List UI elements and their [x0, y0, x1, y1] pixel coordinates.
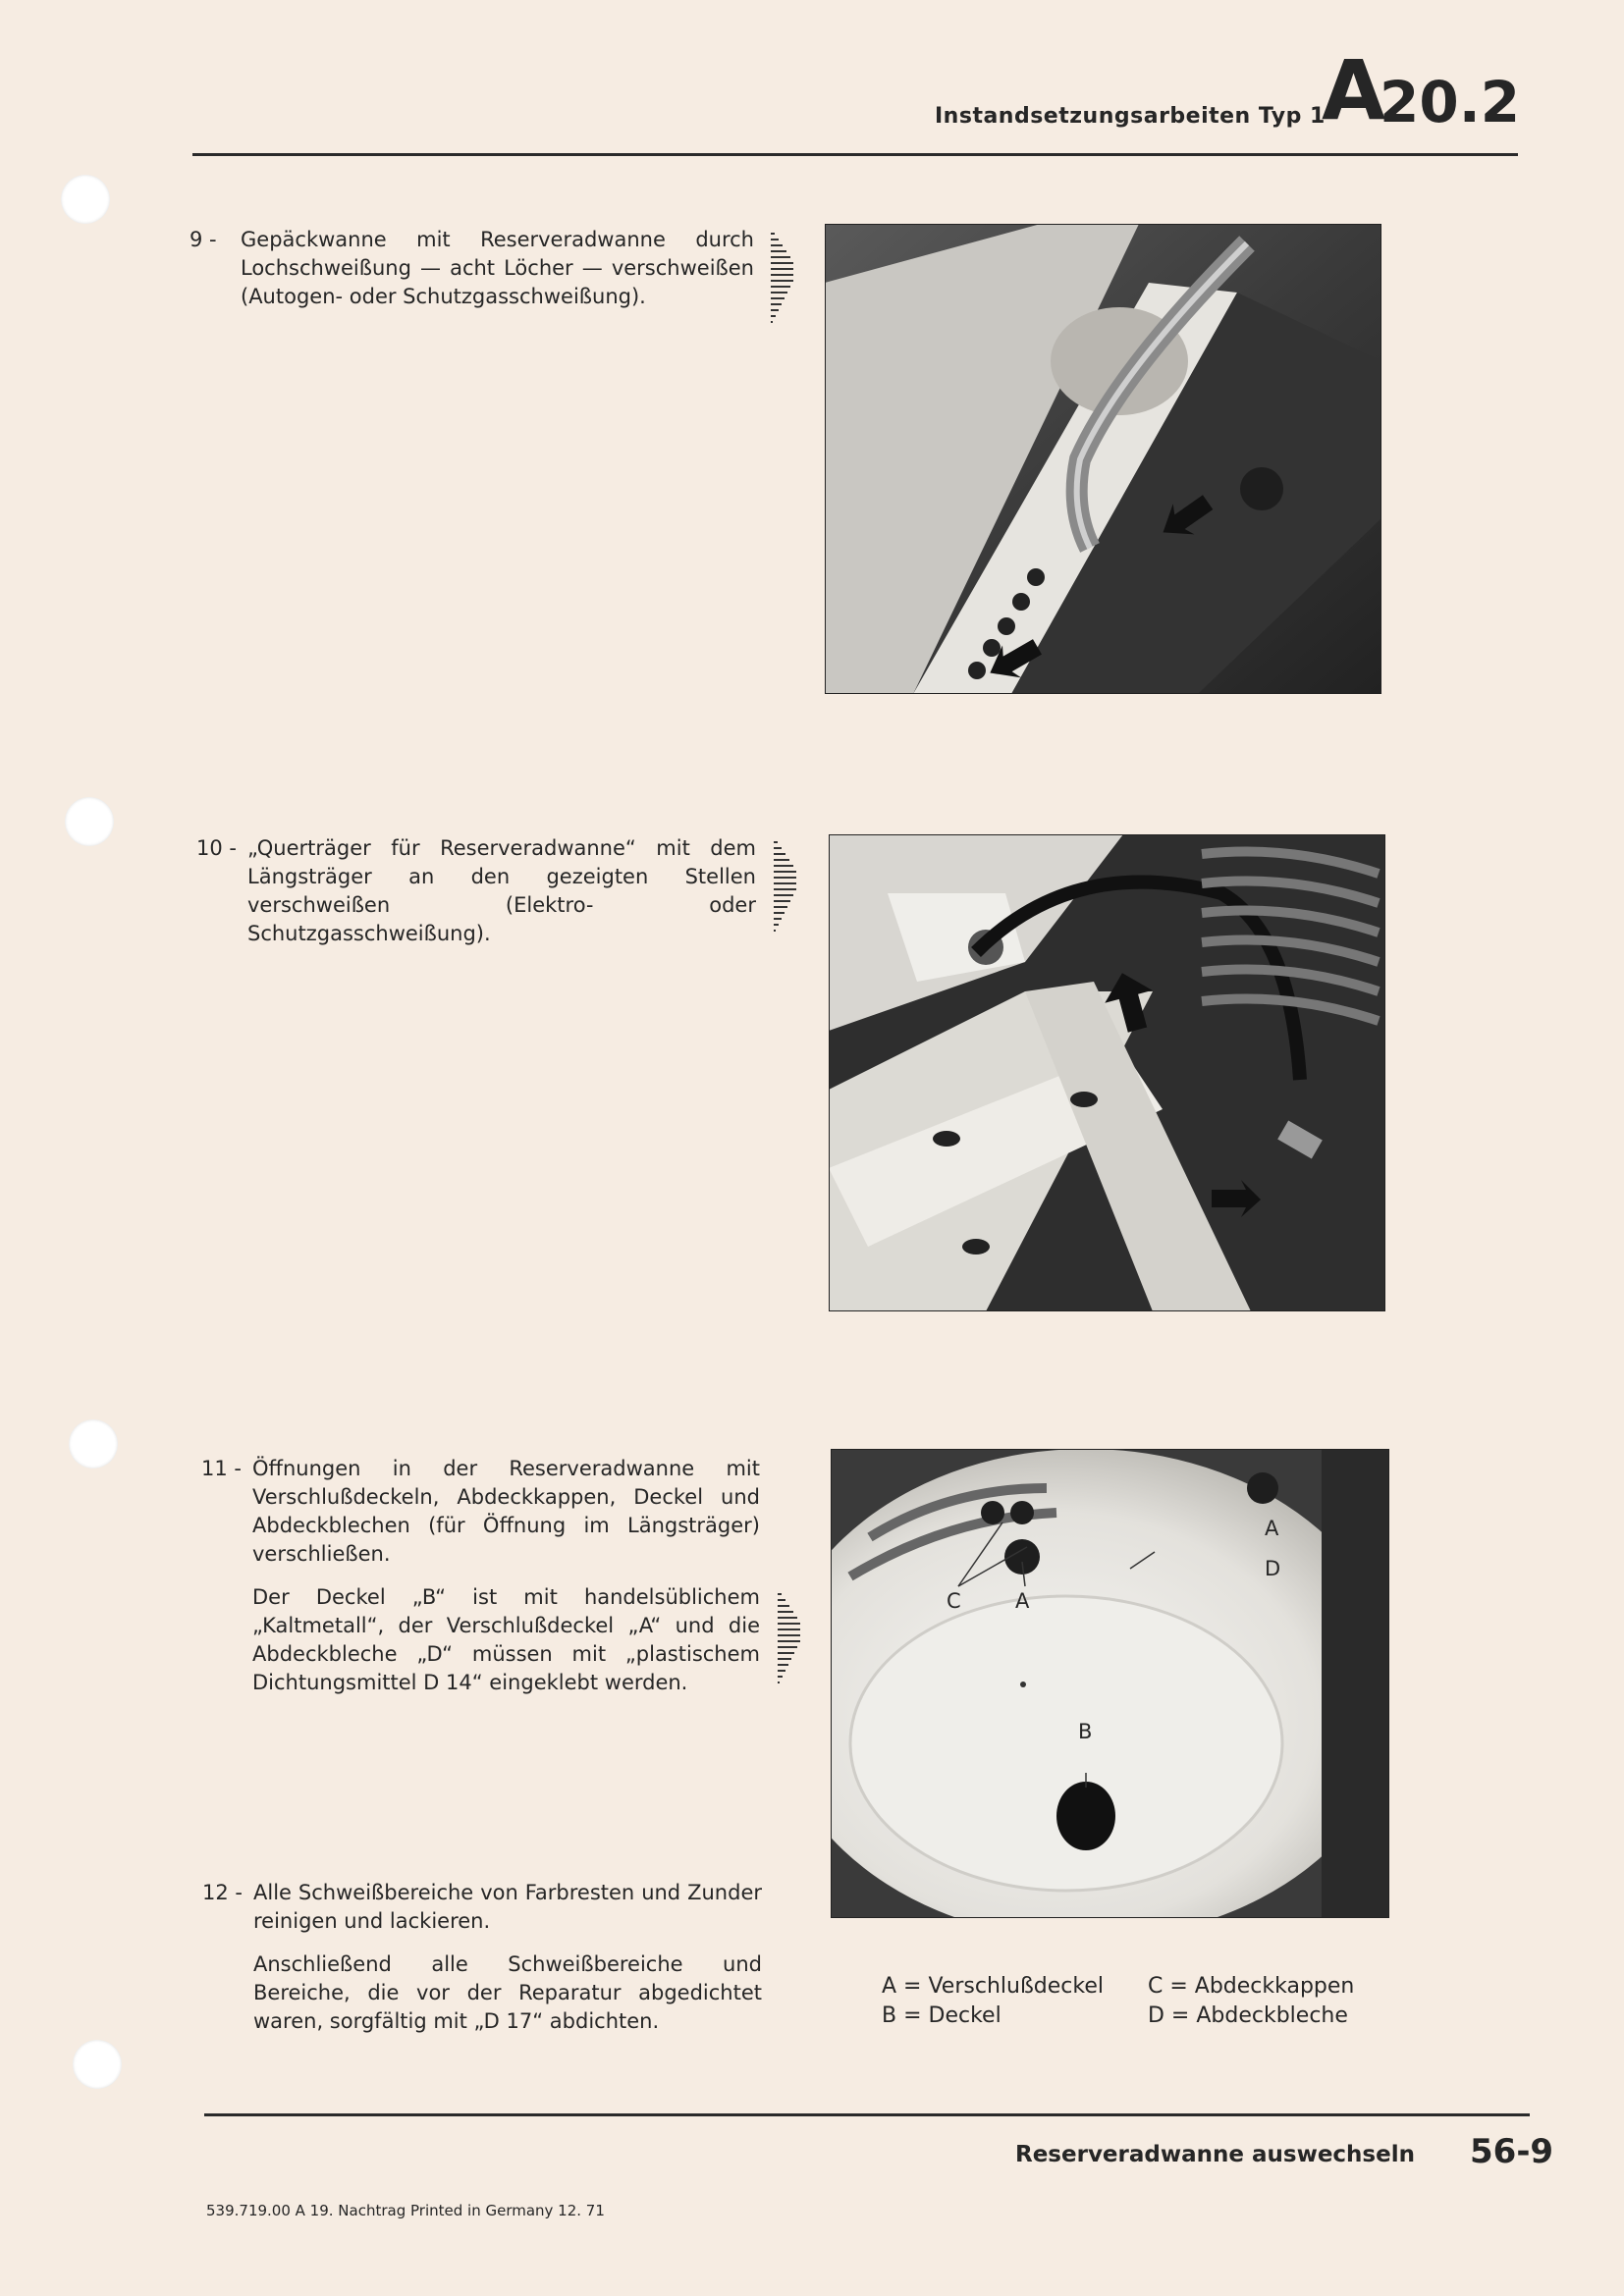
legend-b: B = Deckel — [882, 2003, 1001, 2028]
step-text: Öffnungen in der Reserveradwanne mit Verschlußdeckeln, Abdeckkappen, Deckel und Abdeckblechen (für Öffnung im Längsträger) verschließen. — [252, 1457, 760, 1566]
photo-welding-holes — [825, 224, 1381, 694]
step-number: 12 - — [202, 1881, 243, 1904]
pointer-arrow-icon — [774, 840, 797, 934]
imprint-text: 539.719.00 A 19. Nachtrag Printed in Germany 12. 71 — [206, 2202, 605, 2219]
pointer-arrow-icon — [778, 1592, 801, 1686]
pointer-arrow-icon — [771, 232, 794, 326]
legend-a: A = Verschlußdeckel — [882, 1974, 1105, 1999]
step-number: 10 - — [196, 836, 237, 860]
punch-hole — [73, 2040, 122, 2089]
step-12 — [202, 1879, 762, 2036]
step-text: „Querträger für Reserveradwanne“ mit dem Längsträger an den gezeigten Stellen verschweißen (Elektro- oder Schutzgasschweißung). — [247, 836, 756, 945]
step-text: Anschließend alle Schweißbereiche und Bereiche, die vor der Reparatur abgedichtet waren, sorgfältig mit „D 17“ abdichten. — [253, 1952, 762, 2033]
page-number: 56-9 — [1470, 2132, 1554, 2171]
footer-title: Reserveradwanne auswechseln — [1015, 2142, 1415, 2167]
step-number: 11 - — [201, 1457, 242, 1480]
section-number: 20.2 — [1380, 69, 1521, 135]
step-11 — [201, 1455, 760, 1697]
photo-label-a: A — [1015, 1589, 1030, 1613]
legend-c: C = Abdeckkappen — [1148, 1974, 1355, 1999]
header-title: Instandsetzungsarbeiten Typ 1 — [935, 104, 1326, 129]
punch-hole — [69, 1419, 118, 1468]
step-9 — [189, 226, 754, 311]
photo-crossmember-welds — [829, 834, 1385, 1311]
step-10 — [196, 834, 756, 948]
header-rule — [192, 153, 1518, 156]
step-text: Der Deckel „B“ ist mit handelsüblichem „Kaltmetall“, der Verschlußdeckel „A“ und die Abdeckbleche „D“ müssen mit „plastischem Dichtungsmittel D 14“ eingeklebt werden. — [252, 1585, 760, 1694]
footer-rule — [204, 2113, 1530, 2116]
photo-label-a: A — [1265, 1517, 1279, 1540]
photo-label-d: D — [1265, 1557, 1281, 1580]
punch-hole — [65, 797, 114, 846]
photo-label-b: B — [1078, 1720, 1093, 1743]
step-number: 9 - — [189, 228, 217, 251]
step-text: Alle Schweißbereiche von Farbresten und Zunder reinigen und lackieren. — [253, 1881, 762, 1933]
section-letter: A — [1322, 42, 1386, 138]
photo-label-c: C — [947, 1589, 961, 1613]
punch-hole — [61, 175, 110, 224]
step-text: Gepäckwanne mit Reserveradwanne durch Lochschweißung — acht Löcher — verschweißen (Autogen- oder Schutzgasschweißung). — [241, 228, 754, 308]
legend-d: D = Abdeckbleche — [1148, 2003, 1348, 2028]
photo-spare-wheel-well — [831, 1449, 1389, 1918]
